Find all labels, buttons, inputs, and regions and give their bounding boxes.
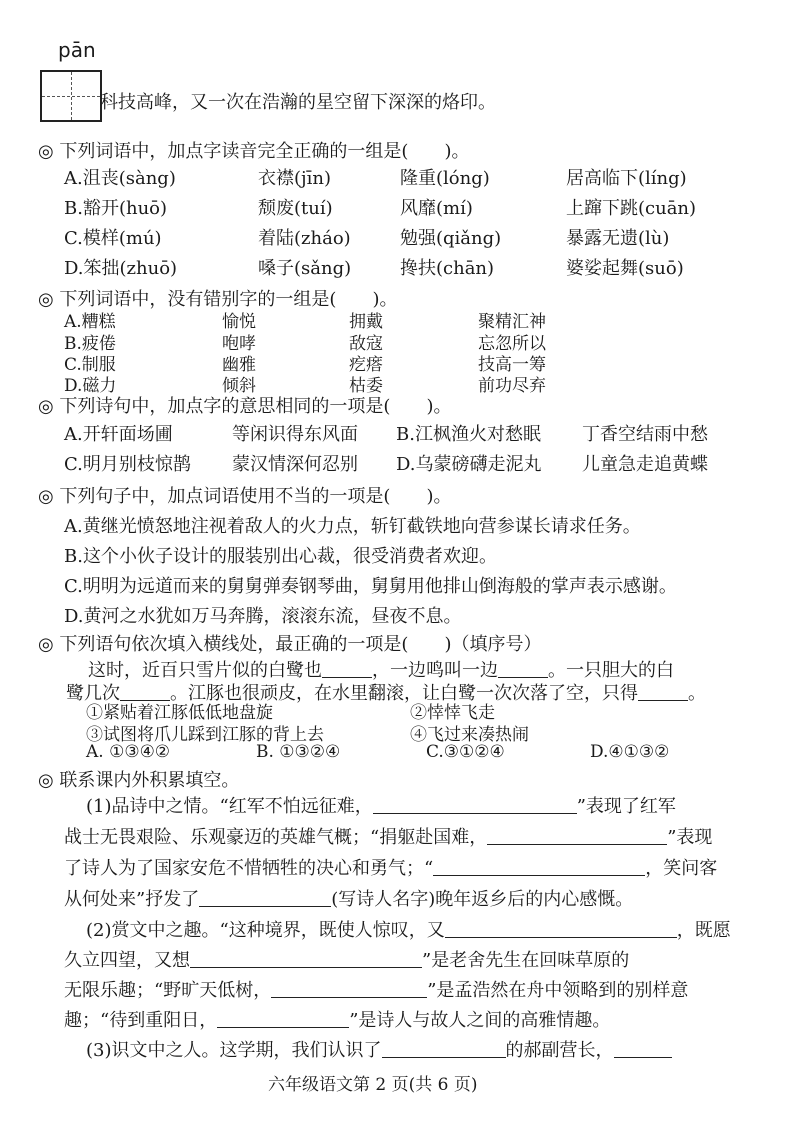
q5-choice-a[interactable]: A. ①③④② [86,742,171,762]
q1-option-cell: 居高临下(líng) [566,168,687,189]
q3-option-cell: B.江枫渔火对愁眠 [396,424,541,445]
q1-option-cell[interactable]: D.笨拙(zhuō) [64,258,178,279]
q1-option-cell: 隆重(lóng) [400,168,490,189]
answer-blank[interactable] [445,919,677,938]
q2-option-cell: 倾斜 [222,376,256,396]
answer-blank[interactable] [382,1039,506,1058]
q1-option-cell: 衣襟(jīn) [258,168,331,189]
q6-p2-line2: 久立四望，又想 ”是老舍先生在回味草原的 [64,950,630,971]
q3-option-cell[interactable]: C.明月别枝惊鹊 [64,454,191,475]
q6-p2-line3: 无限乐趣；“野旷天低树， ”是孟浩然在舟中领略到的别样意 [64,980,689,1001]
q2-option-cell: 幽雅 [222,355,256,375]
q3-option-cell: 蒙汉情深何忍别 [232,454,358,475]
q6-p1-line3: 了诗人为了国家安危不惜牺牲的决心和勇气；“ ，笑问客 [64,858,718,879]
q2-option-cell: 拥戴 [349,312,383,332]
q2-option-cell: 咆哮 [222,334,256,354]
q1-option-cell: 着陆(zháo) [258,228,351,249]
q6-p2-line1: (2)赏文中之趣。“这种境界，既使人惊叹，又 ，既愿 [86,920,731,941]
q1-option-cell: 颓废(tuí) [258,198,333,219]
answer-blank[interactable] [487,826,667,845]
q1-stem: ◎ 下列词语中，加点字读音完全正确的一组是( )。 [38,141,470,162]
q5-item-3: ③试图将爪儿踩到江豚的背上去 [86,725,324,745]
pinyin-label: pān [58,38,96,62]
q2-stem: ◎ 下列词语中，没有错别字的一组是( )。 [38,289,398,310]
answer-blank[interactable] [373,795,577,814]
q5-choice-d[interactable]: D.④①③② [590,742,670,762]
q1-option-cell: 搀扶(chān) [400,258,495,279]
q3-option-cell: 丁香空结雨中愁 [582,424,708,445]
q3-option-cell: 儿童急走追黄蝶 [582,454,708,475]
q4-option[interactable]: C.明明为远道而来的舅舅弹奏钢琴曲，舅舅用他排山倒海般的掌声表示感谢。 [64,576,677,597]
q1-option-cell[interactable]: B.豁开(huō) [64,198,168,219]
q1-option-cell: 暴露无遗(lù) [566,228,670,249]
q2-option-cell: 敌寇 [349,334,383,354]
q2-option-cell[interactable]: C.制服 [64,355,116,375]
q2-option-cell: 技高一筹 [478,355,546,375]
q1-option-cell[interactable]: C.模样(mú) [64,228,162,249]
answer-blank[interactable] [433,857,645,876]
q3-stem: ◎ 下列诗句中，加点字的意思相同的一项是( )。 [38,396,452,417]
q1-option-cell: 风靡(mí) [400,198,473,219]
q5-stem: ◎ 下列语句依次填入横线处，最正确的一项是( )（填序号） [38,634,542,655]
q3-option-cell: 等闲识得东风面 [232,424,358,445]
q5-item-4: ④飞过来凑热闹 [410,725,529,745]
q6-p1-line2: 战士无畏艰险、乐观豪迈的英雄气概；“捐躯赴国难， ”表现 [64,827,713,848]
tianzige-box [40,70,102,122]
q5-passage: 这时，近百只雪片似的白鹭也 ，一边鸣叫一边 。一只胆大的白 [88,660,674,681]
q1-option-cell: 上蹿下跳(cuān) [566,198,697,219]
line1-text: 科技高峰，又一次在浩瀚的星空留下深深的烙印。 [100,92,496,113]
q1-option-cell: 嗓子(sǎng) [258,258,352,279]
q1-option-cell: 勉强(qiǎng) [400,228,502,249]
q2-option-cell: 前功尽弃 [478,376,546,396]
blank[interactable] [638,682,688,701]
answer-blank[interactable] [217,1009,349,1028]
q5-choice-b[interactable]: B. ①③②④ [256,742,341,762]
q2-option-cell: 枯委 [349,376,383,396]
answer-blank[interactable] [614,1039,672,1058]
page-footer: 六年级语文第 2 页(共 6 页) [268,1075,478,1095]
q5-item-2: ②悻悻飞走 [410,703,495,723]
q5-passage-2: 鹭几次 。江豚也很顽皮，在水里翻滚，让白鹭一次次落了空，只得 。 [66,683,706,704]
q2-option-cell[interactable]: D.磁力 [64,376,117,396]
q5-item-1: ①紧贴着江豚低低地盘旋 [86,703,273,723]
blank[interactable] [498,659,548,678]
q2-option-cell: 忘忽所以 [478,334,546,354]
blank[interactable] [322,659,372,678]
q4-option[interactable]: B.这个小伙子设计的服装别出心裁，很受消费者欢迎。 [64,546,497,567]
q3-option-cell[interactable]: A.开轩面场圃 [64,424,173,445]
q4-option[interactable]: A.黄继光愤怒地注视着敌人的火力点，斩钉截铁地向营参谋长请求任务。 [64,516,641,537]
q2-option-cell: 疙瘩 [349,355,383,375]
q6-p1-line4: 从何处来”抒发了 (写诗人名字)晚年返乡后的内心感慨。 [64,889,634,910]
q6-p3-line1: (3)识文中之人。这学期，我们认识了 的郝副营长， [86,1036,672,1062]
q4-stem: ◎ 下列句子中，加点词语使用不当的一项是( )。 [38,486,452,507]
q1-option-cell: 婆娑起舞(suō) [566,258,684,279]
q3-option-cell: D.乌蒙磅礴走泥丸 [396,454,542,475]
q1-option-cell[interactable]: A.沮丧(sàng) [64,168,176,189]
q6-p1-line1: (1)品诗中之情。“红军不怕远征难， ”表现了红军 [86,796,676,817]
q2-option-cell[interactable]: A.糟糕 [64,312,116,332]
q4-option[interactable]: D.黄河之水犹如万马奔腾，滚滚东流，昼夜不息。 [64,606,462,627]
q2-option-cell[interactable]: B.疲倦 [64,334,116,354]
answer-blank[interactable] [199,888,331,907]
answer-blank[interactable] [190,949,422,968]
answer-blank[interactable] [271,979,427,998]
q6-p2-line4: 趣；“待到重阳日， ”是诗人与故人之间的高雅情趣。 [64,1010,611,1031]
q5-choice-c[interactable]: C.③①②④ [426,742,505,762]
q2-option-cell: 愉悦 [222,312,256,332]
q2-option-cell: 聚精汇神 [478,312,546,332]
q6-stem: ◎ 联系课内外积累填空。 [38,770,240,791]
